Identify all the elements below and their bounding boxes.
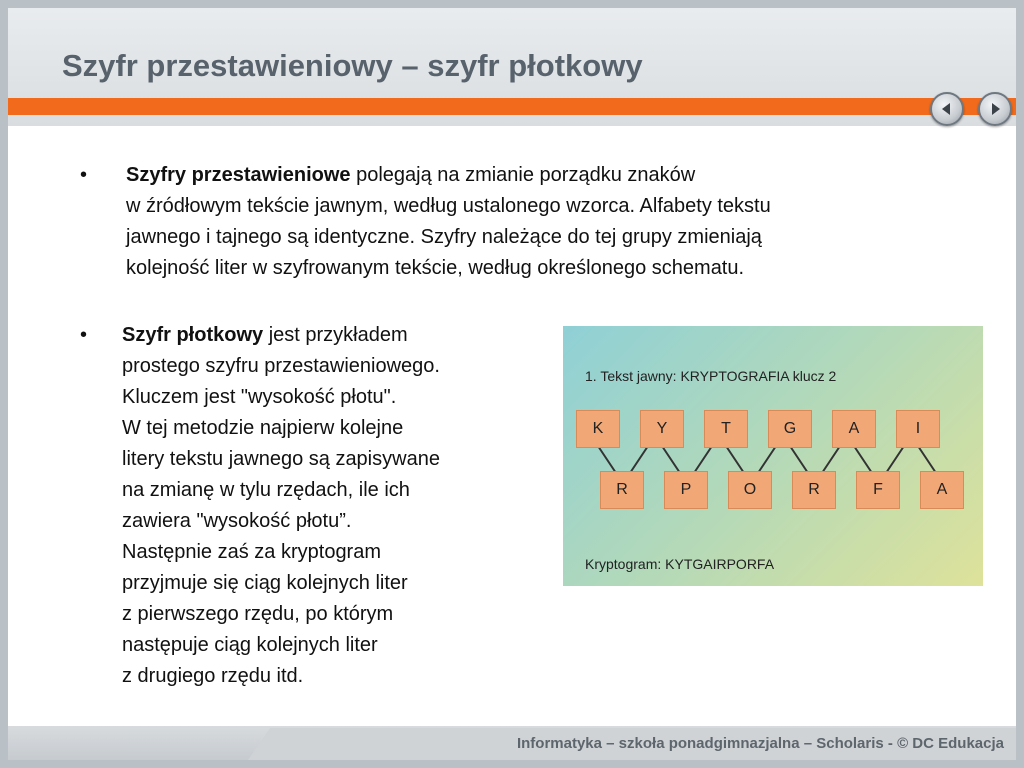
bullet-marker: • xyxy=(80,324,88,346)
letter-box: A xyxy=(832,410,876,448)
bullet-text xyxy=(126,160,960,284)
prev-slide-button[interactable] xyxy=(930,92,964,126)
text-line: następuje ciąg kolejnych liter xyxy=(122,634,378,656)
letter-box: T xyxy=(704,410,748,448)
chevron-left-icon xyxy=(939,101,955,117)
text-line: polegają na zmianie porządku znaków xyxy=(350,164,696,186)
bullet-transposition-ciphers xyxy=(80,160,960,284)
text-line: jest przykładem xyxy=(263,324,408,346)
letter-box: G xyxy=(768,410,812,448)
text-line: z drugiego rzędu itd. xyxy=(122,665,304,687)
letter-box: Y xyxy=(640,410,684,448)
text-line: przyjmuje się ciąg kolejnych liter xyxy=(122,572,408,594)
zigzag-lines xyxy=(563,326,983,586)
text-line: w źródłowym tekście jawnym, według ustalonego wzorca. Alfabety tekstu xyxy=(126,195,771,217)
letter-box: R xyxy=(792,471,836,509)
letter-box: R xyxy=(600,471,644,509)
next-slide-button[interactable] xyxy=(978,92,1012,126)
bullet-term: Szyfry przestawieniowe xyxy=(126,164,351,186)
text-line: W tej metodzie najpierw kolejne xyxy=(122,417,404,439)
letter-box: A xyxy=(920,471,964,509)
bullet-marker: • xyxy=(80,164,88,186)
text-line: kolejność liter w szyfrowanym tekście, według określonego schematu. xyxy=(126,257,745,279)
text-line: prostego szyfru przestawieniowego. xyxy=(122,355,440,377)
letter-box: P xyxy=(664,471,708,509)
diagram-title: 1. Tekst jawny: KRYPTOGRAFIA klucz 2 xyxy=(585,368,837,384)
text-line: na zmianę w tylu rzędach, ile ich xyxy=(122,479,410,501)
text-line: litery tekstu jawnego są zapisywane xyxy=(122,448,440,470)
letter-box: O xyxy=(728,471,772,509)
letter-box: I xyxy=(896,410,940,448)
bullet-rail-fence-cipher xyxy=(80,320,550,692)
text-line: z pierwszego rzędu, po którym xyxy=(122,603,394,625)
diagram-cryptogram: Kryptogram: KYTGAIRPORFA xyxy=(585,556,775,572)
slide-title: Szyfr przestawieniowy – szyfr płotkowy xyxy=(62,48,643,83)
text-line: Następnie zaś za kryptogram xyxy=(122,541,382,563)
letter-box: F xyxy=(856,471,900,509)
bullet-text xyxy=(122,320,550,692)
text-line: jawnego i tajnego są identyczne. Szyfry należące do tej grupy zmieniają xyxy=(126,226,762,248)
text-line: Kluczem jest "wysokość płotu". xyxy=(122,386,397,408)
text-line: zawiera "wysokość płotu”. xyxy=(122,510,352,532)
chevron-right-icon xyxy=(987,101,1003,117)
rail-fence-diagram xyxy=(563,326,983,586)
footer-credit: Informatyka – szkoła ponadgimnazjalna – Scholaris - © DC Edukacja xyxy=(516,735,1004,752)
letter-box: K xyxy=(576,410,620,448)
accent-bar xyxy=(8,98,1016,115)
bullet-term: Szyfr płotkowy xyxy=(122,324,264,346)
